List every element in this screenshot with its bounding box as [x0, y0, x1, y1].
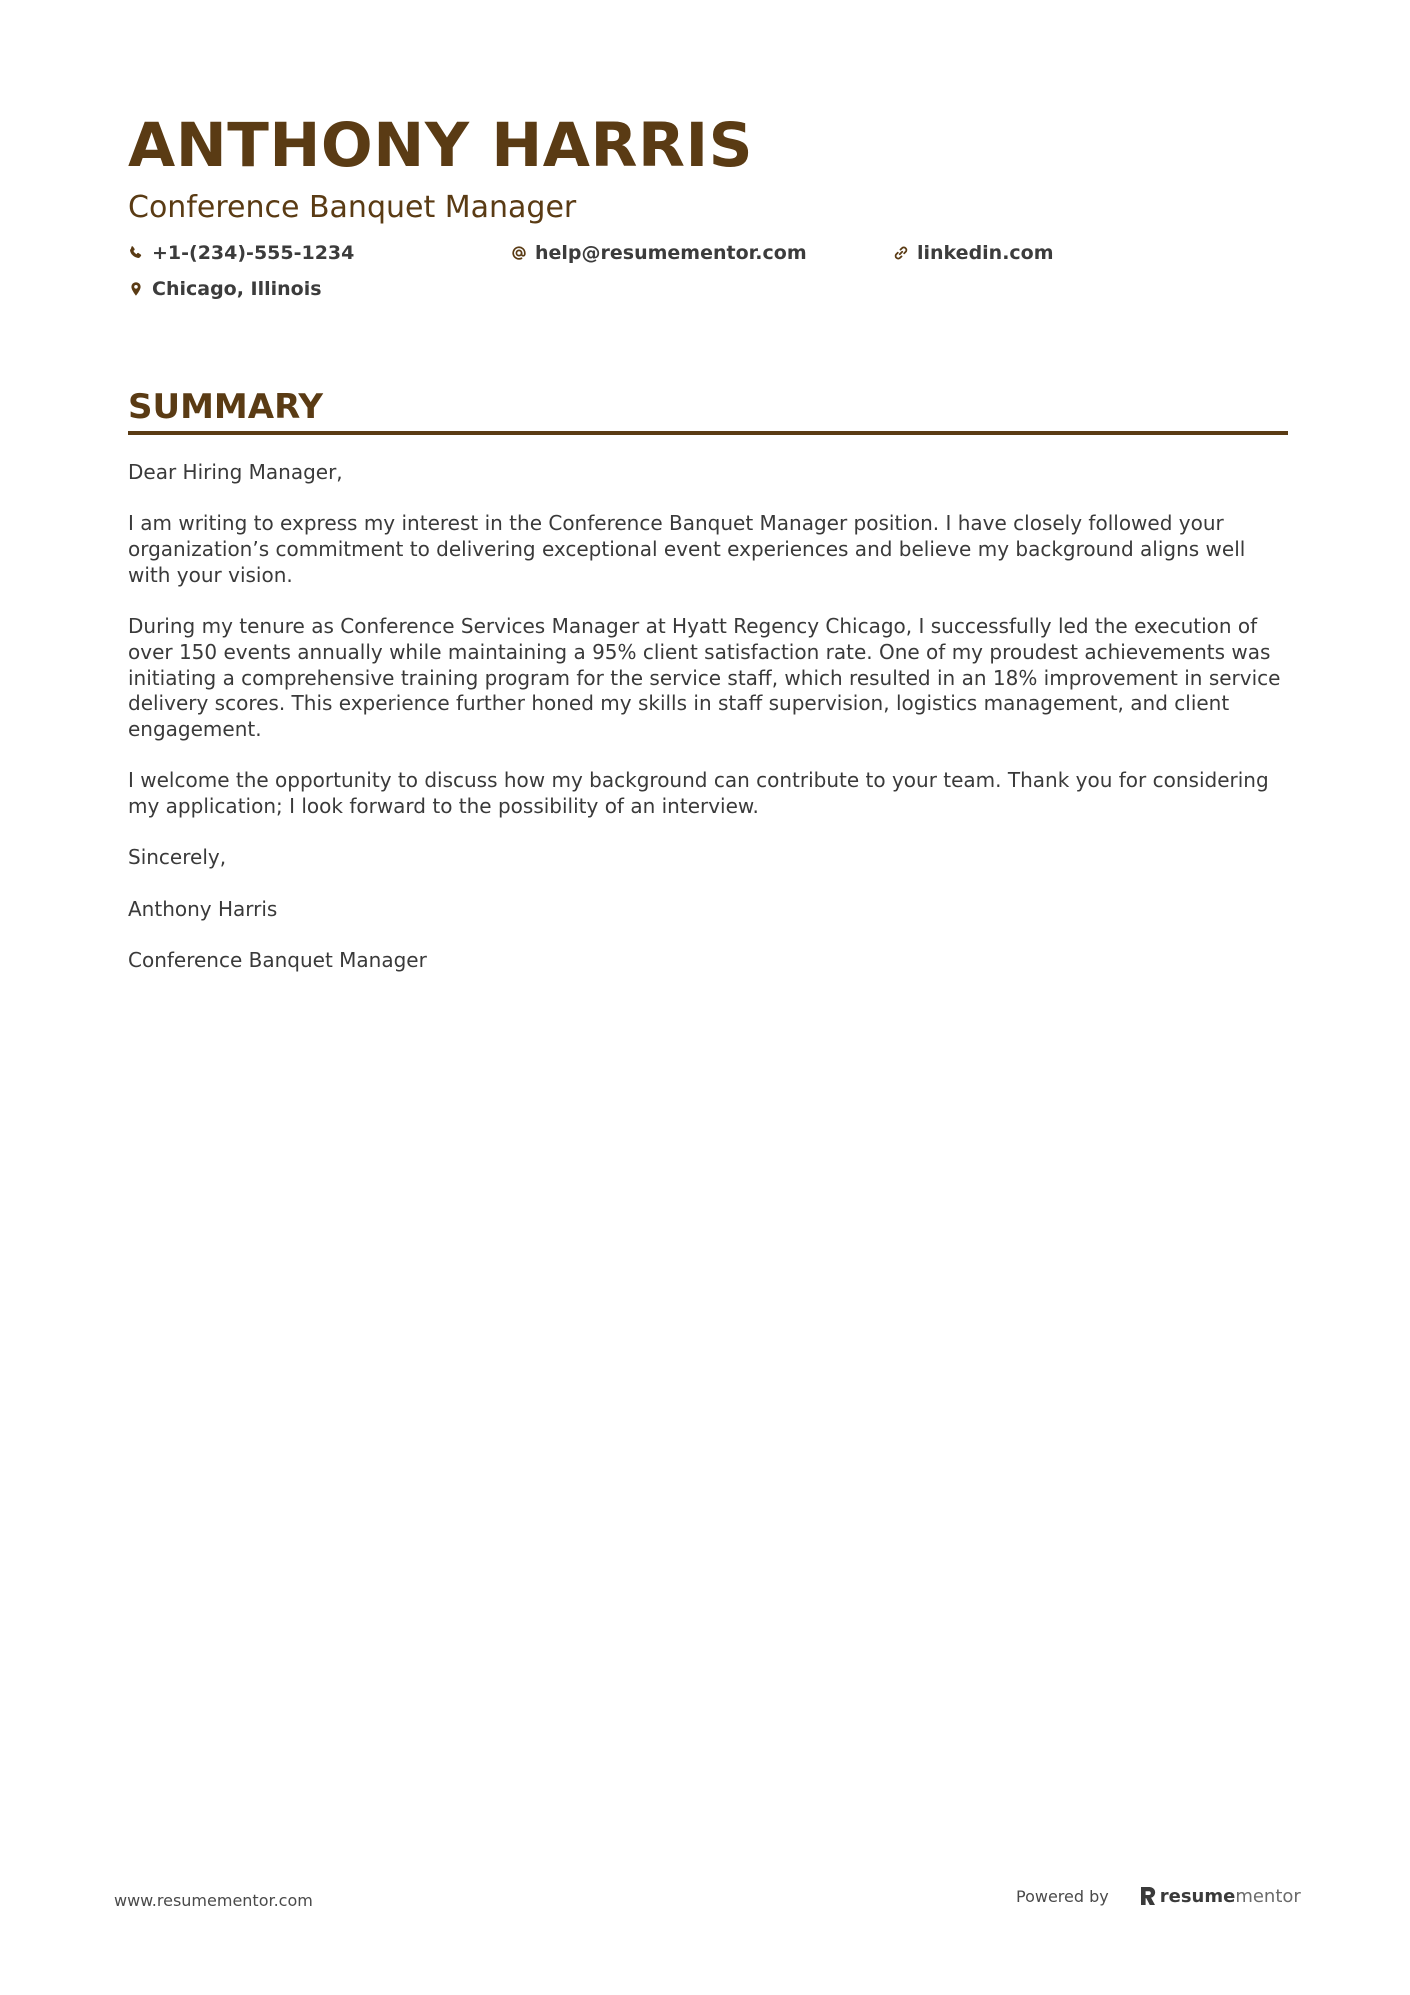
footer-powered-by: [1016, 1885, 1301, 1907]
candidate-name: ANTHONY HARRIS: [128, 110, 754, 181]
summary-heading: SUMMARY: [128, 387, 324, 427]
closing: Sincerely,: [128, 845, 227, 870]
footer-website[interactable]: www.resumementor.com: [114, 1891, 313, 1910]
brand-wordmark-part1: resume: [1159, 1885, 1236, 1907]
location-pin-icon: [128, 281, 144, 297]
contact-email[interactable]: [511, 238, 807, 268]
phone-icon: [128, 245, 144, 261]
contact-linkedin[interactable]: [893, 238, 1054, 268]
at-icon: [511, 245, 527, 261]
powered-by-text: Powered by: [1016, 1886, 1109, 1906]
letter-paragraph: During my tenure as Conference Services Manager at Hyatt Regency Chicago, I successfully led the execution of over 150 events annually while maintaining a 95% client satisfaction rate. One of my proudest achievements was initiating a comprehensive training program for the service staff, which resulted in an 18% improvement in service delivery scores. This experience further honed my skills in staff supervision, logistics management, and client engagement.: [128, 614, 1281, 741]
brand-logo[interactable]: [1139, 1885, 1301, 1907]
header: [128, 106, 1288, 228]
signature-title: Conference Banquet Manager: [128, 948, 427, 973]
letter-paragraph: I welcome the opportunity to discuss how my background can contribute to your team. Thank you for considering my application; I look forward to the possibility of an interview.: [128, 768, 1269, 819]
brand-wordmark-part2: mentor: [1235, 1885, 1301, 1907]
job-title: Conference Banquet Manager: [128, 190, 577, 225]
summary-section-heading: [128, 384, 1288, 430]
resumementor-logo-icon: [1139, 1885, 1157, 1907]
contact-phone: [128, 238, 354, 268]
linkedin-text: linkedin.com: [917, 242, 1054, 264]
email-text: help@resumementor.com: [535, 242, 807, 264]
salutation: Dear Hiring Manager,: [128, 460, 343, 484]
link-icon: [893, 245, 909, 261]
signature-name: Anthony Harris: [128, 896, 278, 921]
letter-paragraph: I am writing to express my interest in the Conference Banquet Manager position. I have closely followed your organization’s commitment to delivering exceptional event experiences and believe my background aligns well with your vision.: [128, 511, 1246, 587]
brand-wordmark: [1160, 1886, 1301, 1907]
phone-text: +1-(234)-555-1234: [152, 242, 355, 264]
section-divider: [128, 431, 1288, 435]
letter-body: [128, 460, 1288, 1000]
contact-location: [128, 274, 322, 304]
location-text: Chicago, Illinois: [152, 278, 322, 300]
